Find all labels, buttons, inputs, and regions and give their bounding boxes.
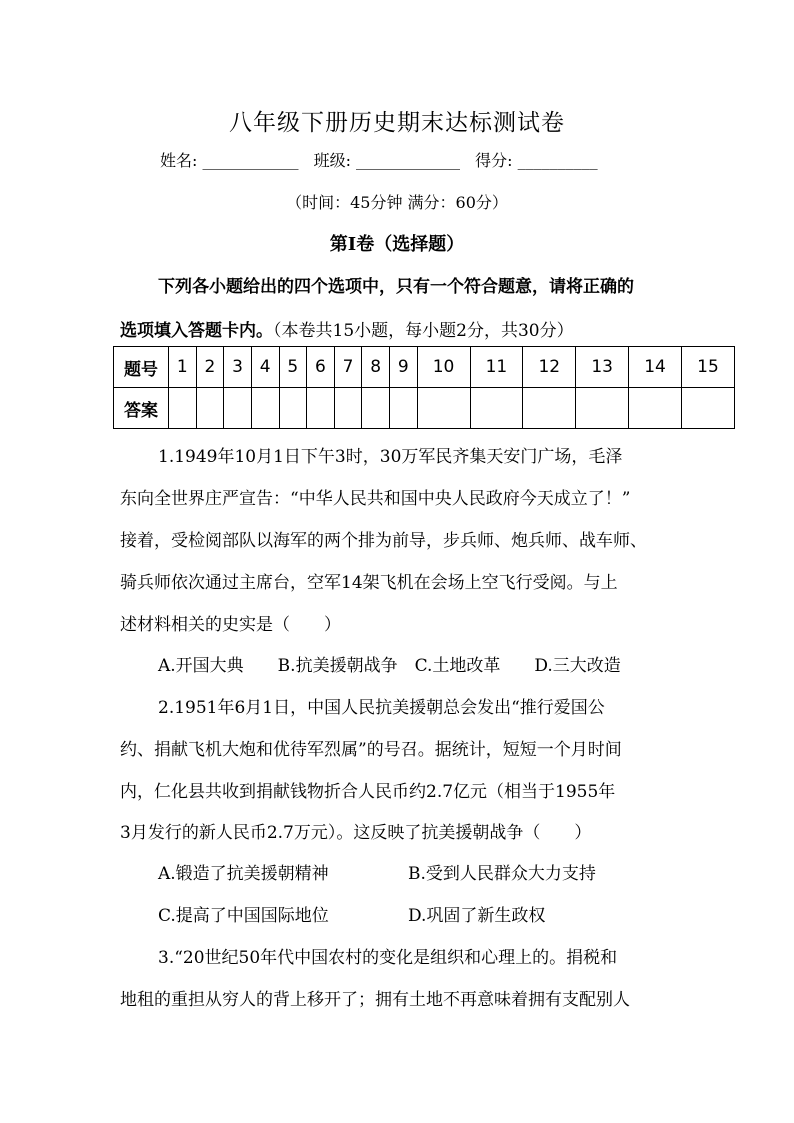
question-number-cell: 14 bbox=[629, 347, 682, 388]
instructions-rest: （本卷共15小题，每小题2分，共30分） bbox=[273, 321, 574, 341]
q1-line-4: 骑兵师依次通过主席台，空军14架飞机在会场上空飞行受阅。与上 bbox=[120, 573, 618, 593]
instructions-bold: 选项填入答题卡内。 bbox=[120, 321, 273, 341]
question-number-cell: 15 bbox=[682, 347, 735, 388]
answer-cell[interactable] bbox=[251, 388, 279, 429]
q2-option-c: C.提高了中国国际地位 bbox=[158, 906, 329, 926]
question-number-cell: 11 bbox=[470, 347, 523, 388]
q2-option-d: D.巩固了新生政权 bbox=[408, 906, 546, 926]
answer-header: 答案 bbox=[114, 388, 169, 429]
q1-options: A.开国大典 B.抗美援朝战争 C.土地改革 D.三大改造 bbox=[158, 656, 621, 676]
q2-line-4: 3月发行的新人民币2.7万元）。这反映了抗美援朝战争（ ） bbox=[120, 823, 592, 843]
page-title: 八年级下册历史期末达标测试卷 bbox=[229, 110, 565, 136]
question-number-cell: 8 bbox=[362, 347, 390, 388]
answer-cell[interactable] bbox=[196, 388, 224, 429]
q3-line-1: 3.“20世纪50年代中国农村的变化是组织和心理上的。捐税和 bbox=[158, 948, 618, 968]
answer-cell[interactable] bbox=[390, 388, 418, 429]
question-number-cell: 1 bbox=[169, 347, 197, 388]
q2-line-1: 2.1951年6月1日，中国人民抗美援朝总会发出“推行爱国公 bbox=[158, 698, 605, 718]
instructions-line-2 bbox=[120, 316, 574, 341]
score-field: 得分: __________ bbox=[475, 151, 598, 170]
answer-cell[interactable] bbox=[682, 388, 735, 429]
student-info-line bbox=[160, 148, 608, 171]
question-number-cell: 13 bbox=[576, 347, 629, 388]
answer-cell[interactable] bbox=[576, 388, 629, 429]
q1-line-1: 1.1949年10月1日下午3时，30万军民齐集天安门广场，毛泽 bbox=[158, 447, 623, 467]
answer-cell[interactable] bbox=[224, 388, 252, 429]
class-field: 班级: _____________ bbox=[313, 151, 461, 170]
question-number-cell: 12 bbox=[523, 347, 576, 388]
answer-cell[interactable] bbox=[362, 388, 390, 429]
q2-line-3: 内，仁化县共收到捐献钱物折合人民币约2.7亿元（相当于1955年 bbox=[120, 782, 616, 802]
question-number-cell: 10 bbox=[417, 347, 470, 388]
question-number-cell: 9 bbox=[390, 347, 418, 388]
question-number-row bbox=[114, 347, 735, 388]
name-field: 姓名: ____________ bbox=[160, 151, 299, 170]
question-number-header: 题号 bbox=[114, 347, 169, 388]
question-number-cell: 7 bbox=[334, 347, 362, 388]
answer-row bbox=[114, 388, 735, 429]
q1-line-5: 述材料相关的史实是（ ） bbox=[120, 615, 341, 635]
section-title: 第Ⅰ卷（选择题） bbox=[329, 234, 465, 255]
question-number-cell: 3 bbox=[224, 347, 252, 388]
question-number-cell: 5 bbox=[279, 347, 307, 388]
q2-line-2: 约、捐献飞机大炮和优待军烈属”的号召。据统计，短短一个月时间 bbox=[120, 740, 622, 760]
answer-cell[interactable] bbox=[629, 388, 682, 429]
answer-cell[interactable] bbox=[279, 388, 307, 429]
instructions-line-1: 下列各小题给出的四个选项中，只有一个符合题意，请将正确的 bbox=[158, 277, 634, 297]
answer-cell[interactable] bbox=[523, 388, 576, 429]
question-number-cell: 4 bbox=[251, 347, 279, 388]
answer-sheet-table bbox=[113, 346, 735, 429]
time-limit-line: （时间：45分钟 满分：60分） bbox=[286, 193, 508, 212]
q3-line-2: 地租的重担从穷人的背上移开了；拥有土地不再意味着拥有支配别人 bbox=[120, 990, 630, 1010]
question-number-cell: 2 bbox=[196, 347, 224, 388]
answer-cell[interactable] bbox=[169, 388, 197, 429]
answer-cell[interactable] bbox=[417, 388, 470, 429]
q2-option-a: A.锻造了抗美援朝精神 bbox=[158, 864, 329, 884]
answer-cell[interactable] bbox=[470, 388, 523, 429]
answer-cell[interactable] bbox=[307, 388, 335, 429]
q1-line-3: 接着，受检阅部队以海军的两个排为前导，步兵师、炮兵师、战车师、 bbox=[120, 531, 647, 551]
q2-option-b: B.受到人民群众大力支持 bbox=[408, 864, 596, 884]
q1-line-2: 东向全世界庄严宣告：“中华人民共和国中央人民政府今天成立了！” bbox=[120, 489, 631, 509]
answer-cell[interactable] bbox=[334, 388, 362, 429]
question-number-cell: 6 bbox=[307, 347, 335, 388]
